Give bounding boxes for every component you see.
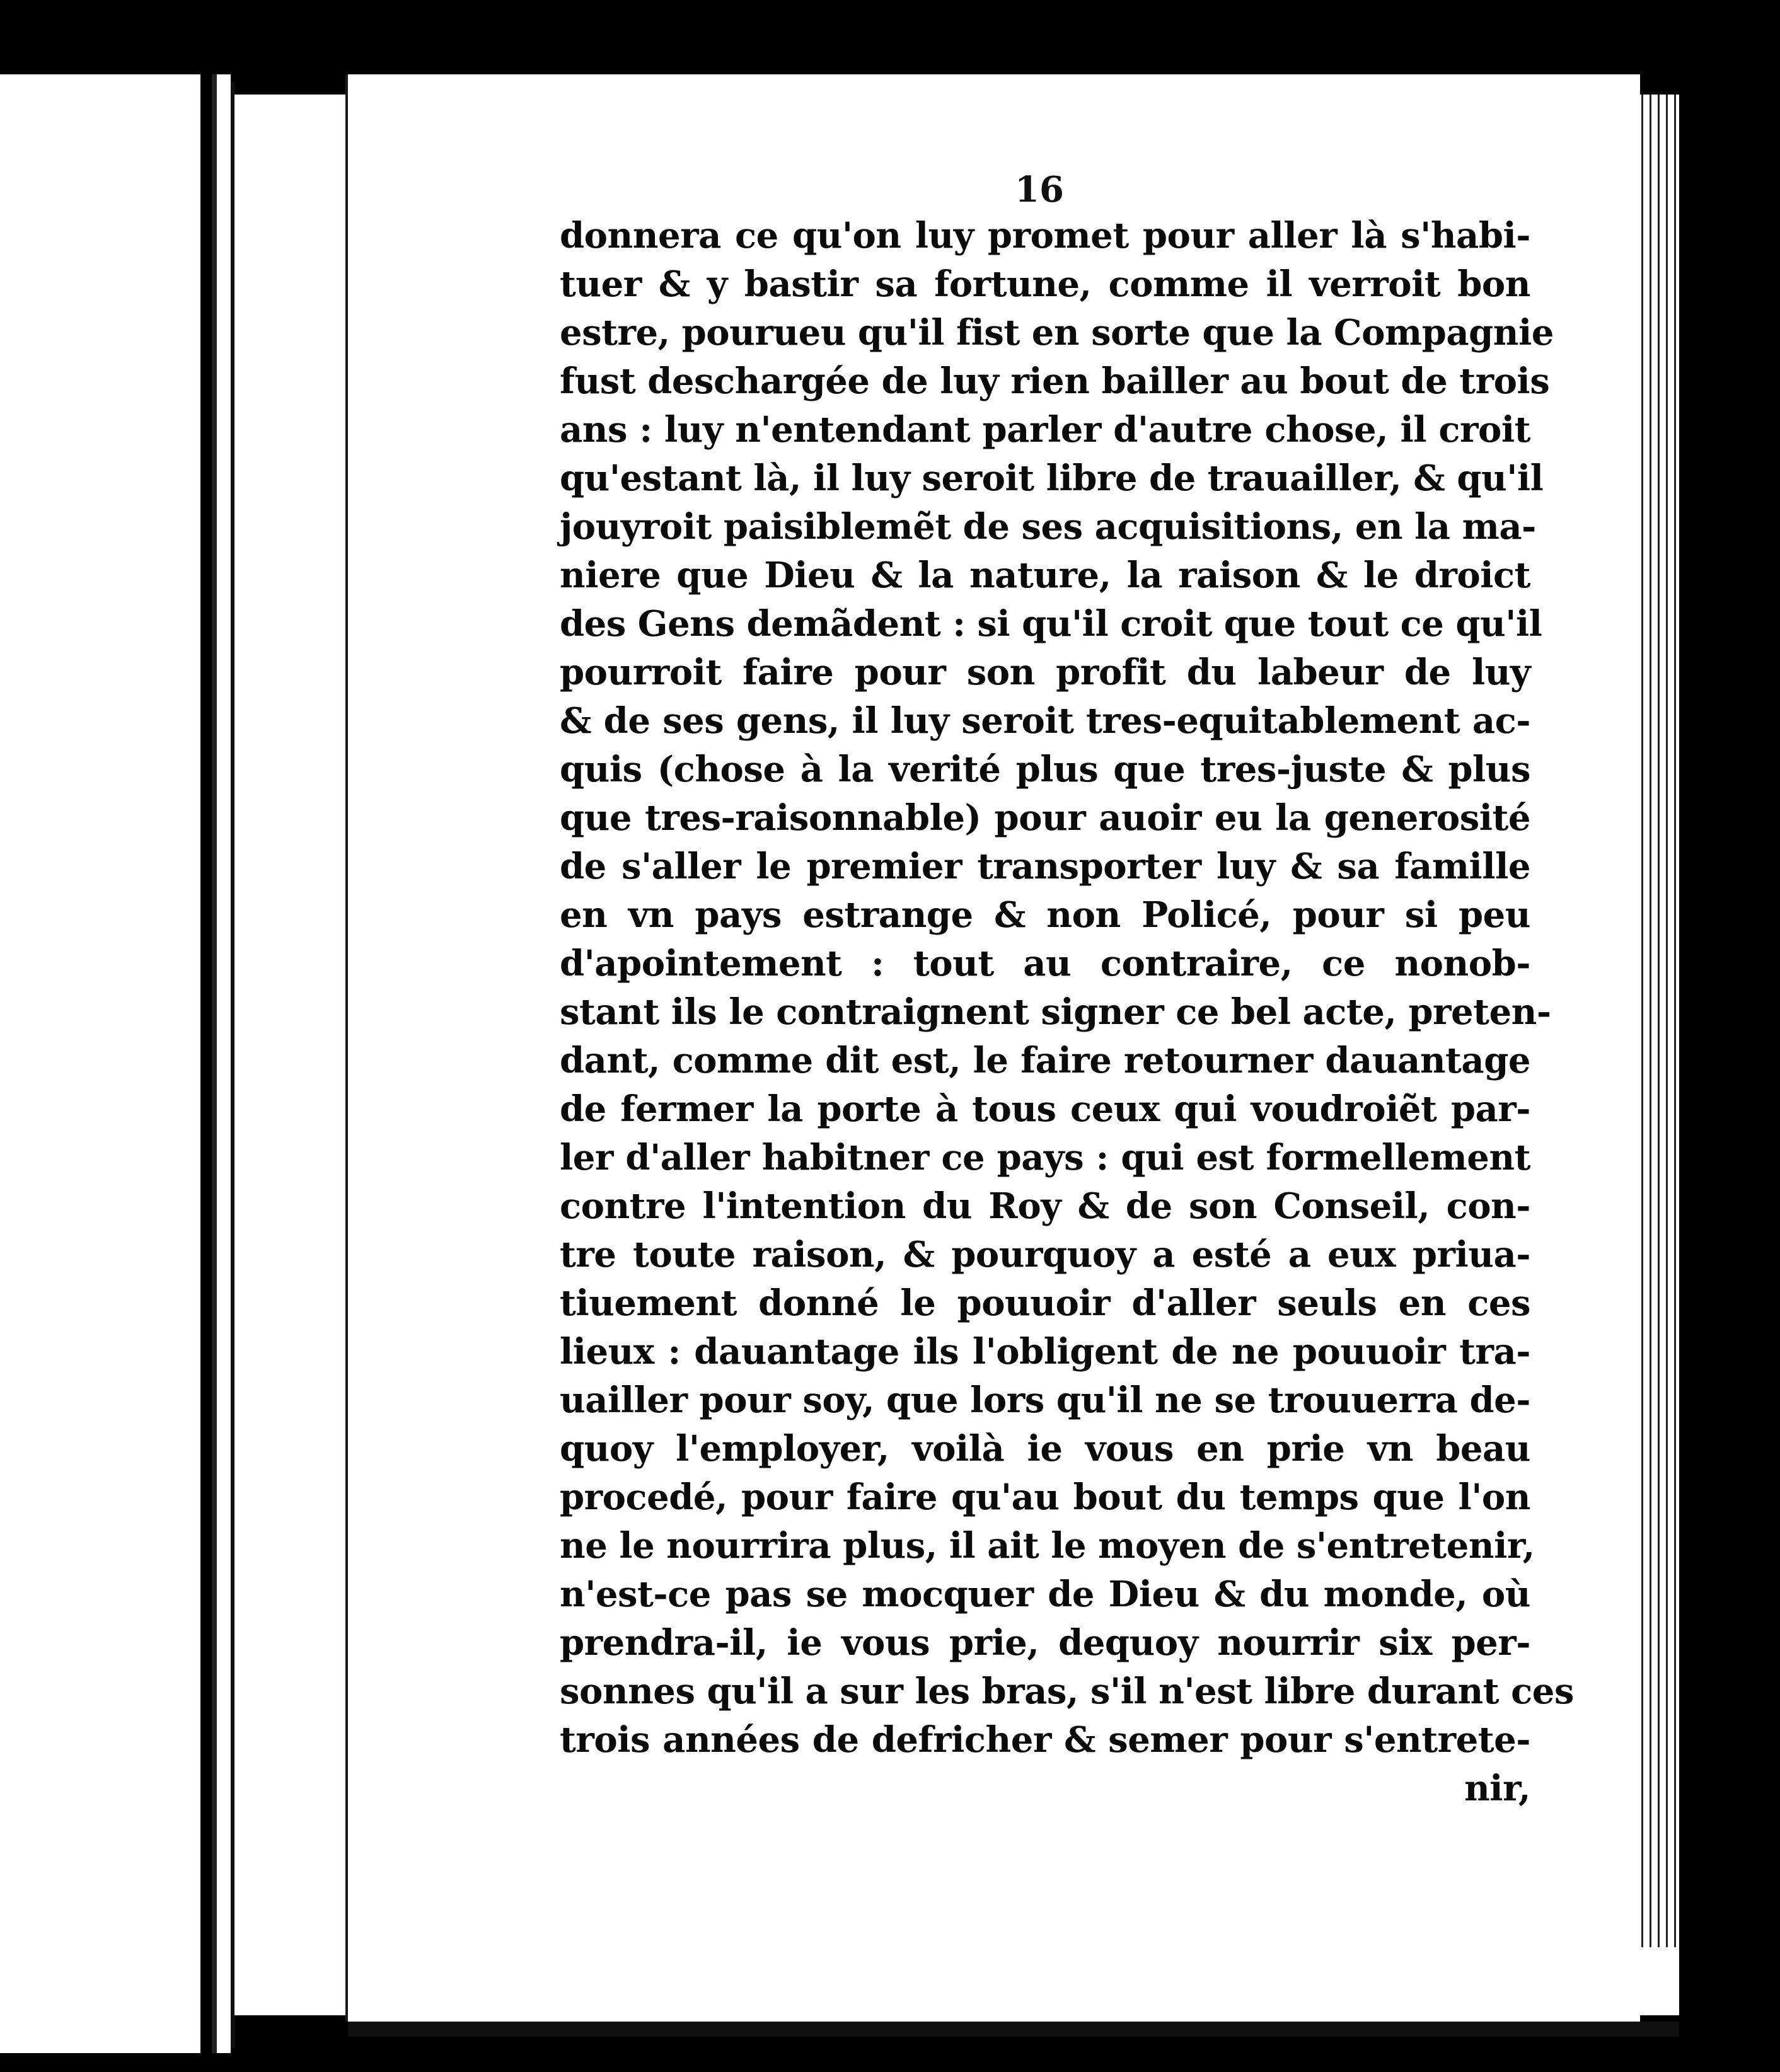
facing-page-edge [0, 74, 208, 2053]
text-line: uailler pour soy, que lors qu'il ne se trouuerra de- [560, 1379, 1530, 1421]
text-line: pourroit faire pour son profit du labeur de luy [560, 652, 1530, 693]
gutter-shadow [231, 82, 234, 2048]
text-line: qu'estant là, il luy seroit libre de trauailler, & qu'il [560, 458, 1544, 499]
text-line: estre, pourueu qu'il fist en sorte que la Compagnie [560, 312, 1554, 354]
book-gutter [200, 74, 231, 2053]
text-line: tuer & y bastir sa fortune, comme il verroit bon [560, 263, 1530, 305]
text-line: ler d'aller habitner ce pays : qui est formellement [560, 1137, 1530, 1178]
body-text [560, 212, 1574, 1813]
text-line: nir, [1464, 1768, 1530, 1809]
text-line: prendra-il, ie vous prie, dequoy nourrir six per- [560, 1622, 1530, 1664]
text-line: des Gens demãdent : si qu'il croit que tout ce qu'il [560, 603, 1542, 645]
text-line: ans : luy n'entendant parler d'autre chose, il croit [560, 409, 1530, 451]
text-line: de fermer la porte à tous ceux qui voudroiẽt par- [560, 1088, 1530, 1130]
text-line: que tres-raisonnable) pour auoir eu la generosité [560, 797, 1530, 839]
text-line: jouyroit paisiblemẽt de ses acquisitions, en la ma- [560, 506, 1536, 548]
text-line: stant ils le contraignent signer ce bel acte, preten- [560, 991, 1551, 1033]
text-line: niere que Dieu & la nature, la raison & le droict [560, 555, 1530, 596]
text-line: ne le nourrira plus, il ait le moyen de s'entretenir, [560, 1525, 1535, 1567]
text-line: d'apointement : tout au contraire, ce nonob- [560, 943, 1530, 984]
text-line: trois années de defricher & semer pour s'entrete- [560, 1719, 1530, 1761]
text-line: dant, comme dit est, le faire retourner dauantage [560, 1040, 1530, 1081]
text-line: procedé, pour faire qu'au bout du temps que l'on [560, 1476, 1530, 1518]
text-line: contre l'intention du Roy & de son Conseil, con- [560, 1185, 1530, 1227]
scan-background-right [1679, 0, 1780, 2072]
text-line: quis (chose à la verité plus que tres-juste & plus [560, 749, 1530, 790]
page-bottom-edge [348, 2022, 1679, 2037]
page-stack-edge [1635, 95, 1679, 1947]
text-line: sonnes qu'il a sur les bras, s'il n'est libre durant ces [560, 1671, 1574, 1712]
text-line: n'est-ce pas se mocquer de Dieu & du monde, où [560, 1574, 1530, 1615]
text-line: en vn pays estrange & non Policé, pour si peu [560, 894, 1530, 936]
text-line: tre toute raison, & pourquoy a esté a eux priua- [560, 1234, 1530, 1275]
text-line: donnera ce qu'on luy promet pour aller là s'habi- [560, 215, 1530, 256]
page-border [345, 74, 348, 2022]
text-line: lieux : dauantage ils l'obligent de ne pouuoir tra- [560, 1331, 1530, 1373]
text-line: fust deschargée de luy rien bailler au bout de trois [560, 360, 1550, 402]
text-line: & de ses gens, il luy seroit tres-equitablement ac- [560, 700, 1530, 742]
page-number: 16 [1015, 169, 1064, 210]
text-line: de s'aller le premier transporter luy & sa famille [560, 846, 1530, 887]
text-line: quoy l'employer, voilà ie vous en prie vn beau [560, 1428, 1530, 1470]
text-line: tiuement donné le pouuoir d'aller seuls en ces [560, 1282, 1530, 1324]
